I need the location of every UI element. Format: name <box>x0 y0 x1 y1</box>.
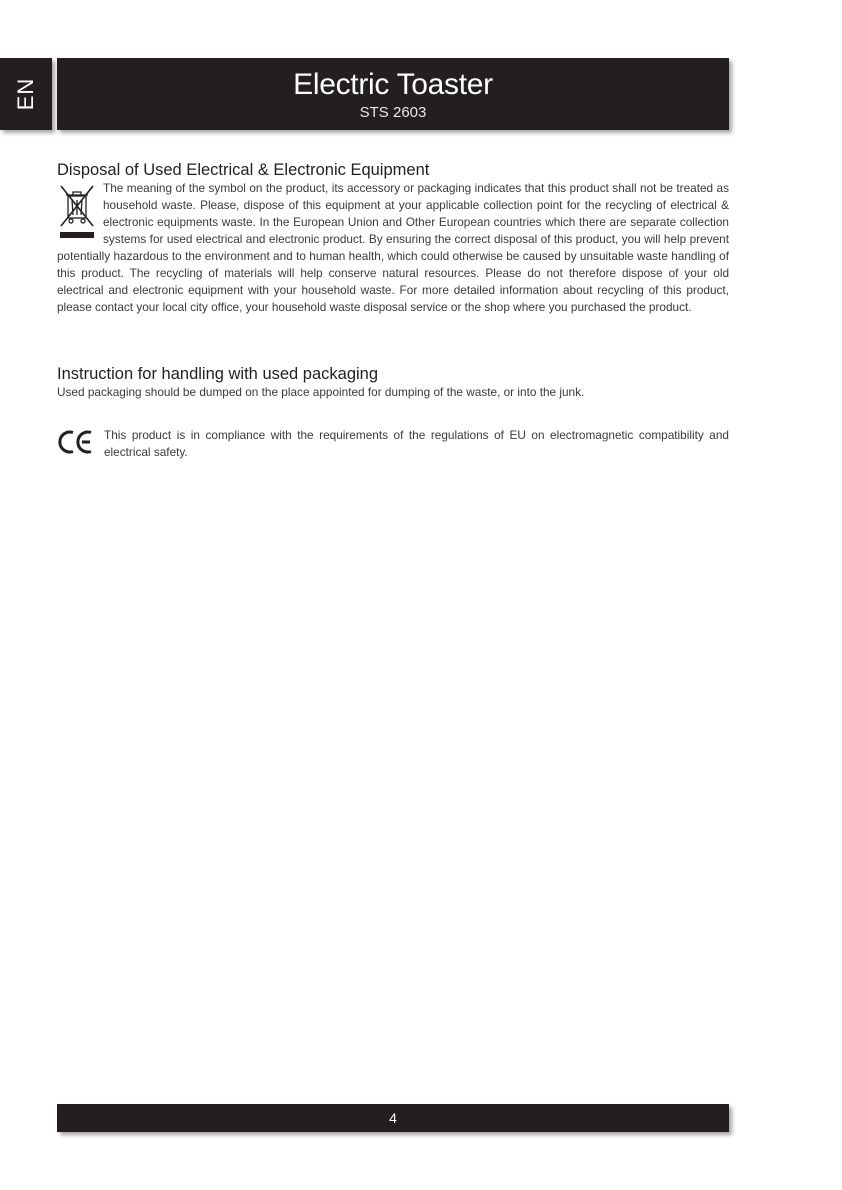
model-number: STS 2603 <box>359 104 427 121</box>
packaging-text: Used packaging should be dumped on the place appointed for dumping of the waste, or into the junk. <box>57 385 585 399</box>
language-label: EN <box>13 77 38 111</box>
compliance-text: This product is in compliance with the requirements of the regulations of EU on electromagnetic compatibility and electrical safety. <box>104 428 729 459</box>
crossed-out-wheelie-bin-icon <box>57 182 97 240</box>
disposal-text: The meaning of the symbol on the product, its accessory or packaging indicates that this product shall not be treated as household waste. Please, dispose of this equipment at your applicable collection point for the recycling of electrical & electronic equipments waste. In the European Union and Other European countries which there are separate collection systems for used electrical and electronic product. By ensuring the correct disposal of this product, you will help prevent potentially hazardous to the environment and to human health, which could otherwise be caused by unsuitable waste handling of this product. The recycling of materials will help conserve natural resources. Please do not therefore dispose of your old electrical and electronic equipment with your household waste. For more detailed information about recycling of this product, please contact your local city office, your household waste disposal service or the shop where you purchased the product. <box>57 181 729 314</box>
ce-mark-icon <box>57 429 95 455</box>
page-footer <box>57 1104 729 1132</box>
page-title: Electric Toaster <box>293 68 493 101</box>
disposal-heading: Disposal of Used Electrical & Electronic Equipment <box>57 161 430 179</box>
packaging-section <box>57 364 729 401</box>
page-header <box>57 58 729 130</box>
page-number: 4 <box>389 1110 397 1126</box>
language-tab <box>0 58 52 130</box>
disposal-section <box>57 160 729 316</box>
compliance-section <box>57 427 729 461</box>
packaging-heading: Instruction for handling with used packaging <box>57 365 379 383</box>
